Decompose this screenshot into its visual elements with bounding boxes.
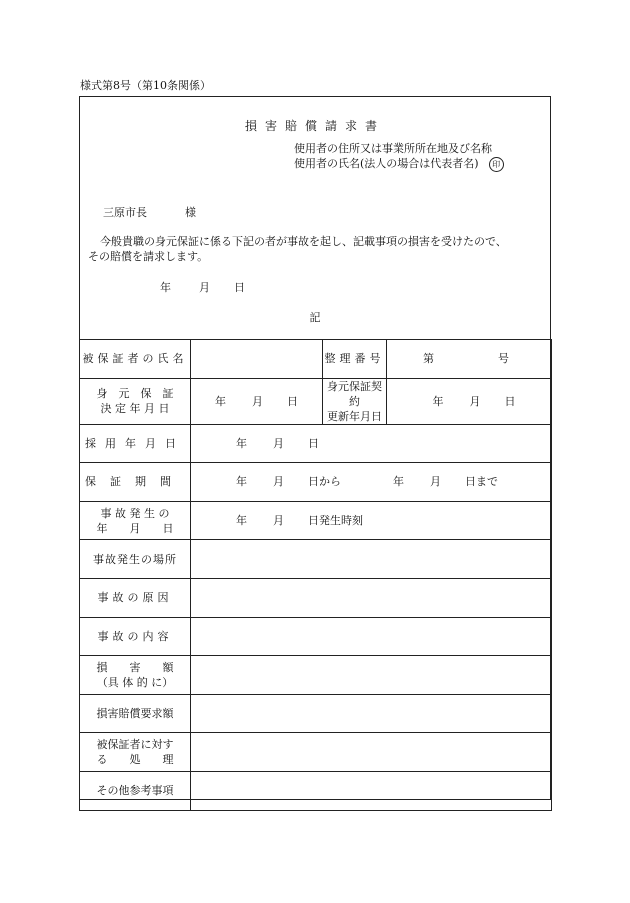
period-label: 保証期間 [80,463,191,502]
ref-number-label: 整理番号 [323,340,387,379]
addressee-name: 三原市長 [103,206,147,219]
addressee [103,204,196,220]
cause-field[interactable] [191,578,552,617]
employ-date-field[interactable] [191,424,552,463]
request-text [88,234,548,264]
incident-month: 月 [273,514,284,528]
date-month: 月 [199,281,210,294]
renewal-date-day: 日 [504,394,516,408]
guarantee-date-label [80,378,191,424]
guarantee-date-month: 月 [252,394,263,408]
guarantee-name-label: 被保証者の氏名 [80,340,191,379]
period-field[interactable] [191,463,552,502]
date-day: 日 [234,281,245,294]
period-from-month: 月 [273,475,284,489]
table-row [80,424,552,463]
form-title: 損害賠償請求書 [244,119,385,133]
table-row [80,733,552,772]
form-caption: 様式第8号（第10条関係） [80,79,211,92]
period-from-suffix: 日から [308,475,341,489]
renewal-date-label [323,378,387,424]
cause-label: 事故の原因 [80,578,191,617]
addressee-honorific: 様 [185,206,196,219]
handling-label-line-2: る 処 理 [96,753,174,767]
other-label: その他参考事項 [80,771,191,810]
other-field[interactable] [191,771,552,810]
guarantee-name-field[interactable] [191,340,323,379]
incident-place-field[interactable] [191,540,552,579]
claim-form [79,96,551,800]
renewal-date-label-line-2: 更新年月日 [327,409,382,423]
ref-number-go: 号 [498,352,509,366]
damage-label-line-1: 損 害 額 [96,660,174,674]
content-field[interactable] [191,617,552,656]
date-year: 年 [160,281,171,294]
table-row [80,501,552,540]
employ-date-day: 日 [308,436,319,450]
employ-date-year: 年 [236,436,247,450]
damage-label-line-2: （具 体 的 に） [96,675,174,689]
period-to-year: 年 [393,475,404,489]
ki-heading: 記 [309,311,321,324]
seal-mark: 印 [489,157,504,172]
handling-label-line-1: 被保証者に対す [96,738,174,752]
table-row [80,656,552,695]
handling-label [80,733,191,772]
claim-field[interactable] [191,694,552,733]
applicant-address-label: 使用者の住所又は事業所所在地及び名称 [294,142,492,155]
incident-date-label-line-1: 事 故 発 生 の [100,506,170,520]
incident-date-field[interactable] [191,501,552,540]
table-row [80,378,552,424]
table-row [80,540,552,579]
guarantee-date-day: 日 [287,394,298,408]
request-date [160,279,245,295]
guarantee-date-label-line-1: 身 元 保 証 [96,387,174,401]
guarantee-date-field[interactable] [191,378,323,424]
period-to-month: 月 [430,475,441,489]
damage-label [80,656,191,695]
ref-number-dai: 第 [423,352,434,366]
table-row [80,578,552,617]
claim-details-table [79,339,552,811]
period-to-suffix: 日まで [465,475,498,489]
incident-date-label-line-2: 年 月 日 [96,521,174,535]
request-text-line-1: 今般貴職の身元保証に係る下記の者が事故を起し、記載事項の損害を受けたので、 [100,235,507,248]
renewal-date-year: 年 [432,394,444,408]
table-row [80,463,552,502]
table-row [80,340,552,379]
claim-label: 損害賠償要求額 [80,694,191,733]
guarantee-date-year: 年 [215,394,226,408]
employ-date-label: 採用年月日 [80,424,191,463]
incident-year: 年 [236,514,247,528]
damage-field[interactable] [191,656,552,695]
renewal-date-field[interactable] [387,378,552,424]
table-row [80,694,552,733]
incident-date-label [80,501,191,540]
guarantee-date-label-line-2: 決 定 年 月 日 [100,402,170,416]
applicant-block [294,141,504,172]
incident-time-suffix: 日発生時刻 [308,514,363,528]
incident-place-label: 事故発生の場所 [80,540,191,579]
renewal-date-label-line-1: 身元保証契約 [327,379,382,408]
table-row [80,617,552,656]
ref-number-field[interactable] [387,340,552,379]
handling-field[interactable] [191,733,552,772]
period-from-year: 年 [236,475,247,489]
employ-date-month: 月 [273,436,284,450]
applicant-name-label: 使用者の氏名(法人の場合は代表者名) [294,157,479,170]
content-label: 事故の内容 [80,617,191,656]
request-text-line-2: その賠償を請求します。 [88,250,209,263]
table-row [80,771,552,810]
renewal-date-month: 月 [469,394,481,408]
